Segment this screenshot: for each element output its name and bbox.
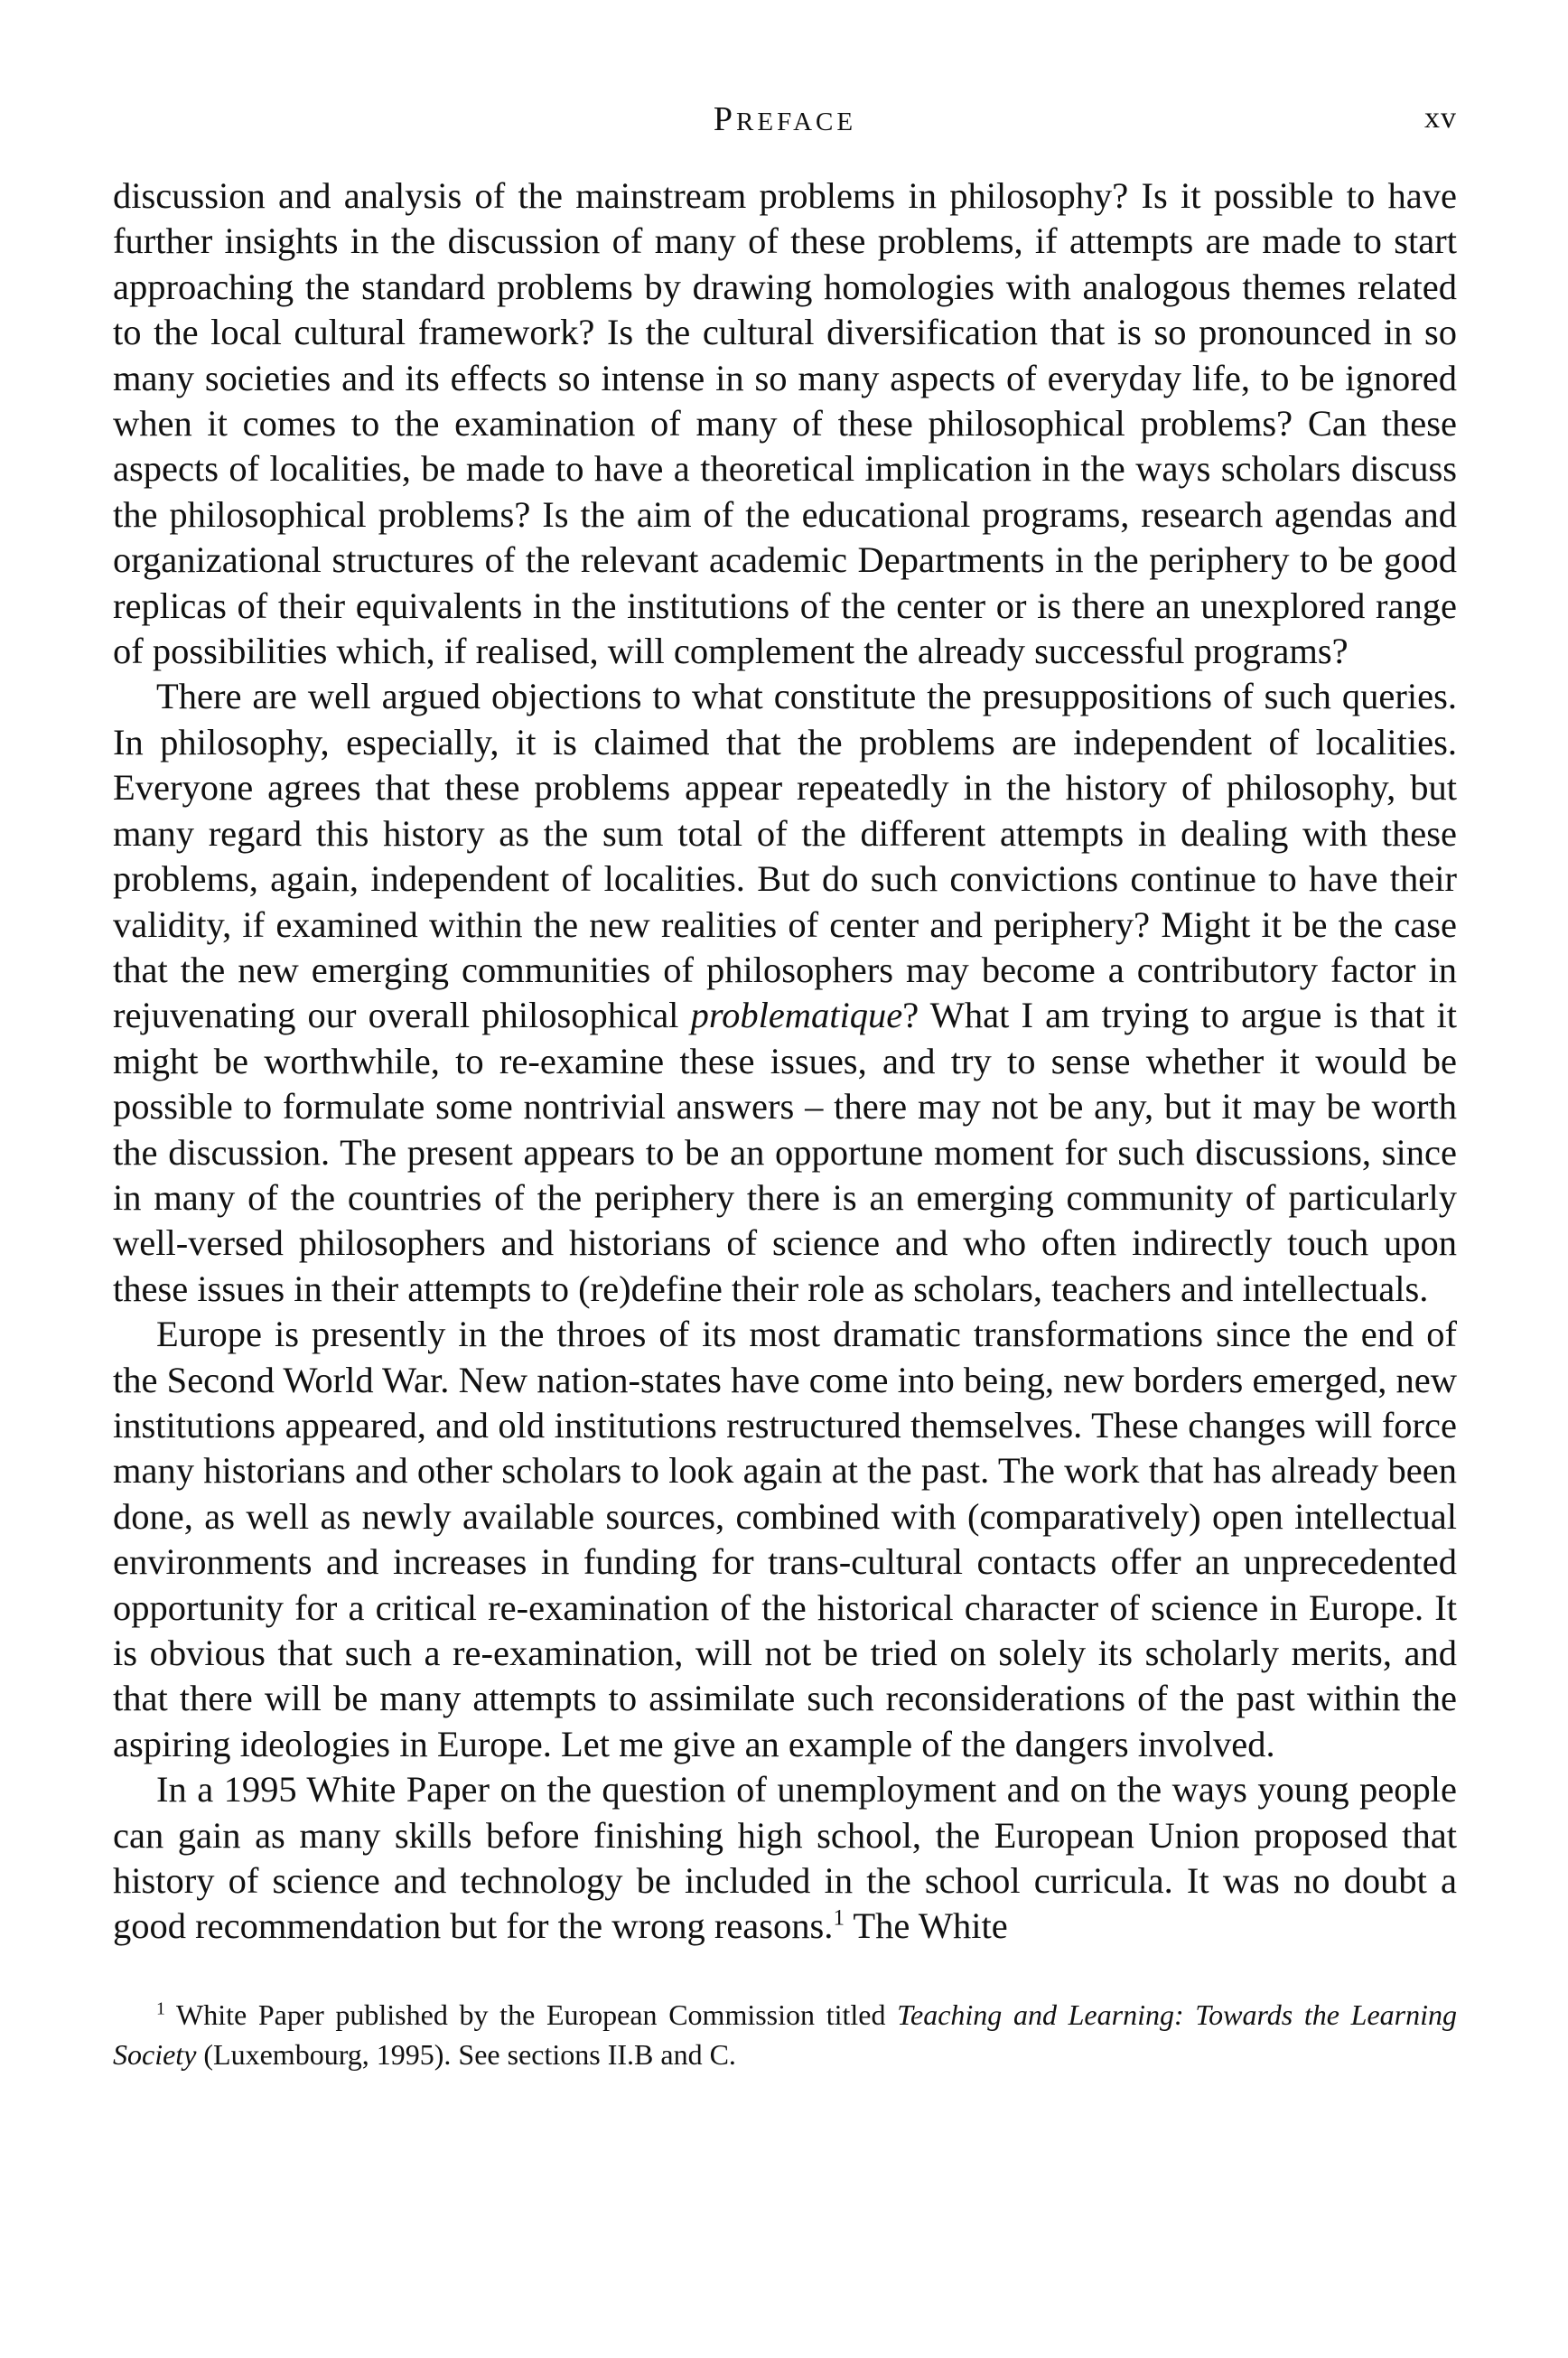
page-number: xv	[1424, 101, 1457, 135]
footnote-reference: 1	[833, 1905, 845, 1931]
paragraph-2-text-a: There are well argued objections to what constitute the presuppositions of such queries. In philosophy, especially, it is claimed that the problems are independent of localities. Everyone agrees that these problems appear repeatedly in the history of philosophy, but many regard this history as the sum total of the different attempts in dealing with these problems, again, independent of localities. But do such convictions continue to have their validity, if examined within the new realities of center and periphery? Might it be the case that the new emerging communities of philosophers may become a contributory factor in rejuvenating our overall philosophical	[113, 676, 1457, 1036]
running-header	[113, 99, 1457, 146]
paragraph-4	[113, 1767, 1457, 1950]
footnotes	[113, 1995, 1457, 2074]
paragraph-4-text-a: In a 1995 White Paper on the question of unemployment and on the ways young people can gain as many skills before finishing high school, the European Union proposed that history of science and technology be included in the school curricula. It was no doubt a good recommendation but for the wrong reasons.	[113, 1769, 1457, 1947]
footnote-1	[113, 1995, 1457, 2074]
paragraph-2-text-b: ? What I am trying to argue is that it might be worthwhile, to re-examine these issues, and try to sense whether it would be possible to formulate some nontrivial answers – there may not be any, but it may be worth the discussion. The present appears to be an opportune moment for such discussions, since in many of the countries of the periphery there is an emerging community of particularly well-versed philosophers and historians of science and who often indirectly touch upon these issues in their attempts to (re)define their role as scholars, teachers and intellectuals.	[113, 995, 1457, 1309]
paragraph-2	[113, 674, 1457, 1312]
footnote-text-a: White Paper published by the European Commission titled	[164, 1998, 898, 2031]
paragraph-2-emphasis: problematique	[690, 995, 903, 1036]
running-title-rest: REFACE	[736, 108, 857, 136]
paragraph-4-text-b: The White	[845, 1905, 1008, 1947]
footnote-marker: 1	[156, 1998, 165, 2019]
running-title-initial: P	[713, 100, 737, 138]
paragraph-3: Europe is presently in the throes of its most dramatic transformations since the end of the Second World War. New nation-states have come into being, new borders emerged, new institutions appeared, and old institutions restructured themselves. These changes will force many historians and other scholars to look again at the past. The work that has already been done, as well as newly available sources, combined with (comparatively) open intellectual environments and increases in funding for trans-cultural contacts offer an unprecedented opportunity for a critical re-examination of the historical character of science in Europe. It is obvious that such a re-examination, will not be tried on solely its scholarly merits, and that there will be many attempts to assimilate such reconsiderations of the past within the aspiring ideologies in Europe. Let me give an example of the dangers involved.	[113, 1314, 1457, 1764]
footnote-title: Teaching and Learning: Towards the Learning Society	[113, 1998, 1458, 2071]
running-title	[113, 99, 1457, 139]
body-text	[113, 173, 1457, 1950]
paragraph-1: discussion and analysis of the mainstream problems in philosophy? Is it possible to have further insights in the discussion of many of these problems, if attempts are made to start approaching the standard problems by drawing homologies with analogous themes related to the local cultural framework? Is the cultural diversification that is so pronounced in so many societies and its effects so intense in so many aspects of everyday life, to be ignored when it comes to the examination of many of these philosophical problems? Can these aspects of localities, be made to have a theoretical implication in the ways scholars discuss the philosophical problems? Is the aim of the educational programs, research agendas and organizational structures of the relevant academic Departments in the periphery to be good replicas of their equivalents in the institutions of the center or is there an unexplored range of possibilities which, if realised, will complement the already successful programs?	[113, 175, 1457, 672]
page	[113, 99, 1457, 2074]
footnote-text-b: (Luxembourg, 1995). See sections II.B and C.	[196, 2037, 736, 2071]
